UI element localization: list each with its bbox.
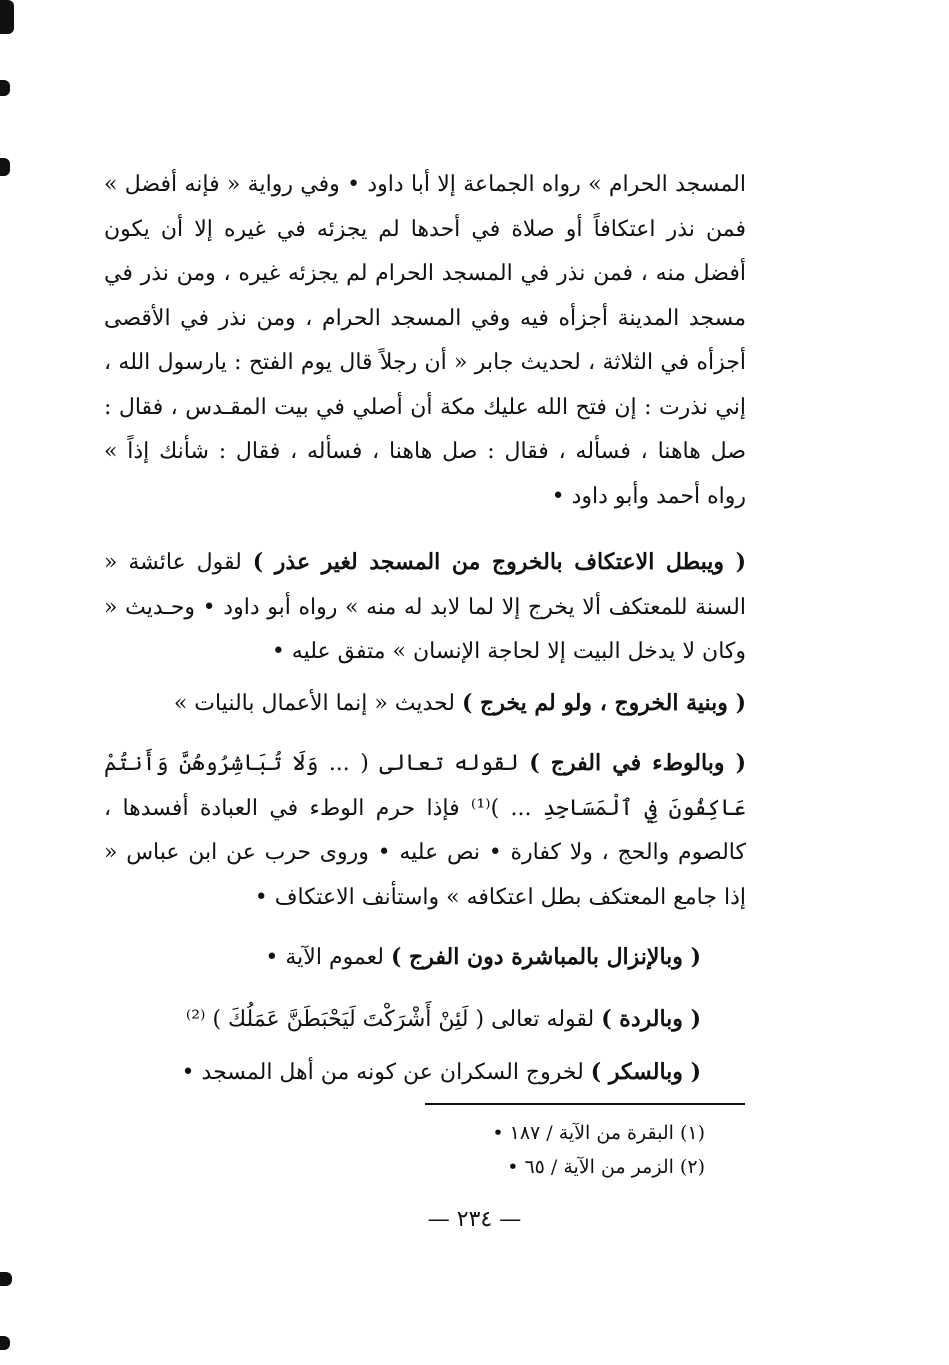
paragraph-intoxication: [182, 1050, 701, 1096]
paragraph-text: لقوله تعالى ( ... وَلَا تُبَاشِرُوهُنَّ وَأَنتُمْ عَاكِفُونَ فِي ٱلْمَسَاجِدِ ... )⁽¹⁾ فإذا حرم الوطء في العبادة أفسدها ، كالصوم والحج ، ولا كفارة • نص عليه • وروى حرب عن ابن عباس « إذا جامع المعتكف بطل اعتكافه » واستأنف الاعتكاف •: [104, 751, 746, 910]
scan-edge-mark: [0, 158, 10, 176]
scan-edge-mark: [0, 1272, 12, 1286]
paragraph-text: لقول عائشة « السنة للمعتكف ألا يخرج إلا لما لابد له منه » رواه أبو داود • وحـديث « وكان لا يدخل البيت إلا لحاجة الإنسان » متفق عليه •: [104, 550, 746, 664]
ruling-heading: ( وبنية الخروج ، ولو لم يخرج ): [461, 690, 746, 716]
paragraph-text: لخروج السكران عن كونه من أهل المسجد •: [181, 1060, 591, 1085]
paragraph-opening: [104, 163, 746, 519]
footnote: (١) البقرة من الآية / ١٨٧ •: [492, 1122, 705, 1144]
ruling-heading: ( وبالوطء في الفرج ): [529, 750, 747, 776]
footnote: (٢) الزمر من الآية / ٦٥ •: [507, 1156, 705, 1178]
ruling-heading: ( وبالإنزال بالمباشرة دون الفرج ): [390, 944, 701, 970]
ruling-heading: ( وبالردة ): [601, 1006, 701, 1032]
paragraph-intercourse: [104, 741, 746, 920]
ruling-heading: ( ويبطل الاعتكاف بالخروج من المسجد لغير عذر ): [252, 549, 746, 575]
paragraph-text: المسجد الحرام » رواه الجماعة إلا أبا داود • وفي رواية « فإنه أفضل » فمن نذر اعتكافاً أو صلاة في أحدها لم يجزئه في غيره إلا أن يكون أفضل منه ، فمن نذر في المسجد الحرام لم يجزئه غيره ، ومن نذر في مسجد المدينة أجزأه فيه وفي المسجد الحرام ، ومن نذر في الأقصى أجزأه في الثلاثة ، لحديث جابر « أن رجلاً قال يوم الفتح : يارسول الله ، إني نذرت : إن فتح الله عليك مكة أن أصلي في بيت المقـدس ، فقال : صل هاهنا ، فسأله ، فقال : صل هاهنا ، فسأله ، فقال : شأنك إذاً » رواه أحمد وأبو داود •: [104, 172, 746, 509]
footnotes: [492, 1116, 705, 1184]
scan-edge-mark: [0, 0, 14, 34]
scan-edge-mark: [0, 80, 10, 96]
paragraph-text: لحديث « إنما الأعمال بالنيات »: [173, 691, 462, 716]
scan-edge-mark: [0, 1336, 10, 1350]
ruling-heading: ( وبالسكر ): [590, 1059, 701, 1085]
paragraph-text: لقوله تعالى ( لَئِنْ أَشْرَكْتَ لَيَحْبَطَنَّ عَمَلُكَ ) ⁽²⁾: [185, 1007, 602, 1032]
paragraph-apostasy: [186, 997, 701, 1043]
paragraph-leaving-mosque: [104, 540, 746, 675]
paragraph-intention: [104, 681, 746, 727]
footnote-divider: [425, 1103, 745, 1105]
paragraph-text: لعموم الآية •: [265, 945, 391, 970]
page-number: — ٢٣٤ —: [427, 1207, 522, 1232]
paragraph-emission: [265, 935, 701, 981]
